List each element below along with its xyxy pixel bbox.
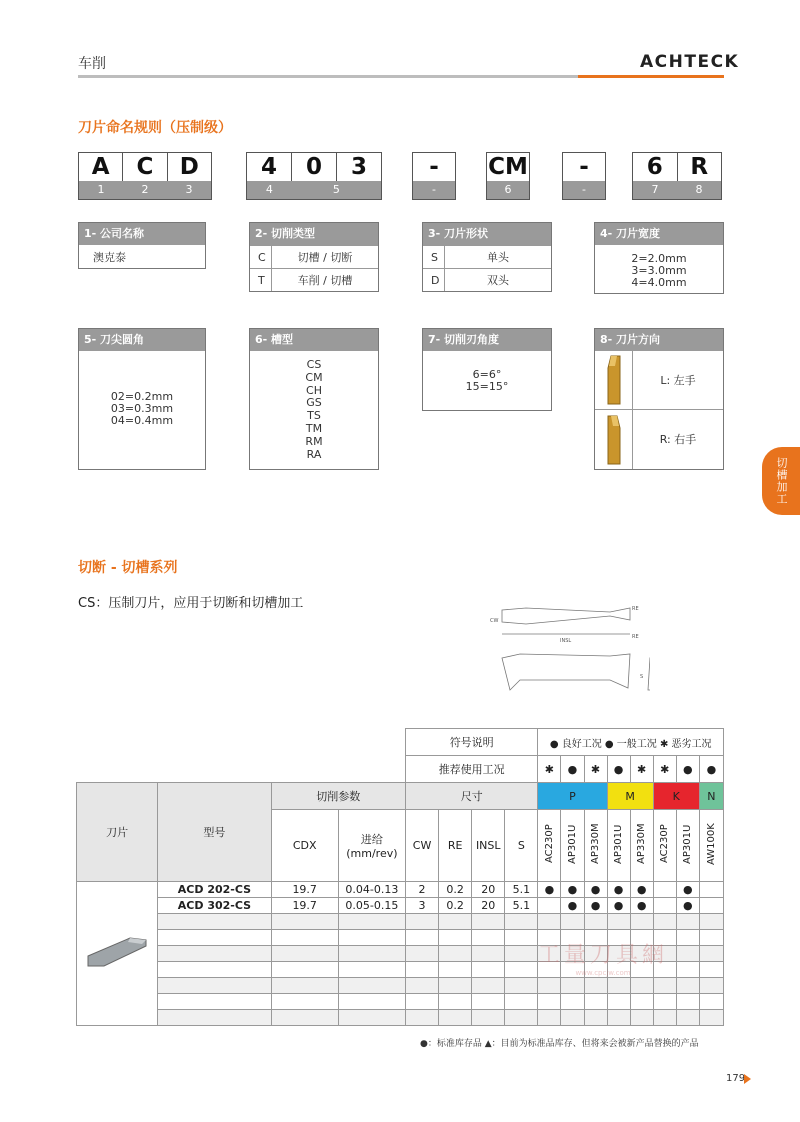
code-index: 8 [695, 183, 703, 196]
code-index: 5 [332, 183, 340, 196]
cdx-value: 19.7 [271, 882, 338, 898]
s-value: 5.1 [505, 882, 538, 898]
grade-label: AW100K [705, 823, 717, 865]
code-char: 0 [292, 153, 337, 181]
box-edge-angle [422, 328, 552, 411]
feed-value: 0.05-0.15 [338, 898, 405, 914]
code-char: - [579, 154, 589, 180]
row-value: 单头 [487, 251, 509, 264]
series-description: CS：压制刀片，应用于切断和切槽加工 [78, 596, 304, 611]
dim-re-top: RE [632, 606, 639, 612]
group-n: N [699, 783, 723, 810]
box-line: 2=2.0mm [631, 252, 687, 265]
row-value: 切槽 / 切断 [297, 251, 353, 264]
box-cut-type [249, 222, 379, 292]
code-group-5 [562, 152, 606, 200]
grade-mark: ● [676, 882, 699, 898]
code-index: 6 [504, 183, 512, 196]
symbol-label: 符号说明 [406, 729, 538, 756]
box-line: 02=0.2mm [110, 390, 174, 403]
right-hand-insert-icon [595, 410, 633, 469]
box-title: 7- 切削刃角度 [423, 329, 551, 351]
header-divider-accent [578, 75, 724, 78]
box-line: 04=0.4mm [110, 414, 174, 427]
dim-re-bottom: RE [632, 634, 639, 640]
col-re: RE [439, 810, 472, 882]
empty-row [77, 914, 724, 930]
grade-mark: ● [561, 898, 584, 914]
box-line: CH [306, 383, 322, 397]
box-title: 3- 刀片形状 [423, 223, 551, 245]
code-group-2 [246, 152, 382, 200]
grade-mark [538, 898, 561, 914]
s-value: 5.1 [505, 898, 538, 914]
grade-mark [699, 882, 723, 898]
cw-value: 2 [406, 882, 439, 898]
code-index: - [582, 183, 586, 196]
empty-row [77, 978, 724, 994]
box-value: 澳克泰 [93, 251, 126, 264]
code-group-1 [78, 152, 212, 200]
code-group-4 [486, 152, 530, 200]
dim-insl: INSL [560, 638, 572, 644]
row-key: S [423, 246, 445, 268]
box-line: TS [307, 409, 321, 423]
model-name: ACD 202-CS [158, 882, 271, 898]
brand-logo: ACHTECK [640, 52, 740, 72]
col-cutting-params: 切削参数 [271, 783, 405, 810]
group-p: P [538, 783, 607, 810]
grade-mark: ● [607, 898, 630, 914]
code-group-3 [412, 152, 456, 200]
col-feed-unit: (mm/rev) [346, 847, 398, 860]
empty-row [77, 1010, 724, 1026]
col-model: 型号 [158, 783, 271, 882]
grade-mark: ● [584, 898, 607, 914]
box-direction [594, 328, 724, 470]
row-value: 车削 / 切槽 [297, 274, 353, 287]
section-title: 车削 [78, 56, 106, 72]
box-line: RM [305, 434, 323, 448]
grade-mark: ● [630, 898, 653, 914]
dim-s: S [640, 674, 644, 680]
box-line: 3=3.0mm [631, 264, 687, 277]
code-index: 7 [651, 183, 659, 196]
condition-icon: ✱ [630, 756, 653, 783]
grade-label: AP301U [566, 824, 578, 864]
code-char: R [690, 154, 709, 180]
code-char: A [79, 153, 123, 181]
code-index: 1 [97, 183, 105, 196]
grade-mark [653, 898, 676, 914]
box-title: 1- 公司名称 [79, 223, 205, 245]
box-title: 5- 刀尖圆角 [79, 329, 205, 351]
code-index: 4 [265, 183, 273, 196]
code-index: - [432, 183, 436, 196]
condition-icon: ● [699, 756, 723, 783]
naming-title: 刀片命名规则（压制级） [78, 120, 232, 136]
col-insl: INSL [472, 810, 505, 882]
condition-icon: ✱ [538, 756, 561, 783]
box-company [78, 222, 206, 269]
group-k: K [653, 783, 699, 810]
box-line: 15=15° [465, 380, 509, 393]
grade-label: AP301U [682, 824, 694, 864]
code-char: D [179, 154, 199, 180]
code-index: 2 [141, 183, 149, 196]
grooving-side-tab[interactable]: 切槽加工 [762, 447, 800, 515]
cw-value: 3 [406, 898, 439, 914]
grade-mark: ● [676, 898, 699, 914]
page-number: 179 [726, 1073, 746, 1084]
col-feed-label: 进给 [360, 833, 383, 846]
box-line: 03=0.3mm [110, 402, 174, 415]
grade-mark: ● [538, 882, 561, 898]
row-key: C [250, 246, 272, 268]
feed-value: 0.04-0.13 [338, 882, 405, 898]
col-insert: 刀片 [77, 783, 158, 882]
grade-mark [653, 882, 676, 898]
series-title: 切断 - 切槽系列 [78, 560, 178, 576]
box-line: GS [306, 396, 322, 410]
condition-icon: ✱ [584, 756, 607, 783]
box-shape [422, 222, 552, 292]
code-char: - [429, 154, 439, 180]
box-line: 4=4.0mm [631, 276, 687, 289]
row-key: D [423, 269, 445, 291]
col-s: S [505, 810, 538, 882]
insl-value: 20 [472, 882, 505, 898]
code-char: 3 [350, 154, 367, 180]
insert-photo-icon [84, 932, 150, 972]
insl-value: 20 [472, 898, 505, 914]
grade-mark: ● [630, 882, 653, 898]
box-title: 4- 刀片宽度 [595, 223, 723, 245]
footnote-legend: ●：标准库存品 ▲：目前为标准品库存、但将来会被新产品替换的产品 [420, 1039, 699, 1049]
watermark-text: 工量刀具網 [538, 943, 669, 968]
cdx-value: 19.7 [271, 898, 338, 914]
symbol-legend: ● 良好工况 ● 一般工况 ✱ 恶劣工况 [538, 729, 724, 756]
table-row [77, 882, 724, 898]
box-line: TM [305, 421, 323, 435]
watermark [538, 938, 668, 977]
empty-row [77, 994, 724, 1010]
condition-icon: ● [561, 756, 584, 783]
insert-image [77, 882, 158, 1026]
col-dimensions: 尺寸 [406, 783, 538, 810]
grade-label: AC230P [659, 824, 671, 864]
left-hand-label: L: 左手 [660, 374, 696, 387]
col-cdx: CDX [271, 810, 338, 882]
box-line: CS [306, 358, 322, 371]
code-char: C [123, 153, 167, 181]
box-corner-radius [78, 328, 206, 470]
box-title: 6- 槽型 [250, 329, 378, 351]
code-char: 4 [247, 153, 292, 181]
condition-icon: ✱ [653, 756, 676, 783]
grade-label: AP330M [636, 823, 648, 865]
grade-mark [699, 898, 723, 914]
table-row [77, 898, 724, 914]
box-width [594, 222, 724, 294]
box-title: 2- 切削类型 [250, 223, 378, 245]
grade-mark: ● [584, 882, 607, 898]
group-m: M [607, 783, 653, 810]
code-char: 6 [633, 153, 678, 181]
grade-mark: ● [607, 882, 630, 898]
row-value: 双头 [487, 274, 509, 287]
product-table [76, 728, 724, 1026]
condition-icon: ● [607, 756, 630, 783]
grade-label: AC230P [543, 824, 555, 864]
re-value: 0.2 [439, 882, 472, 898]
col-cw: CW [406, 810, 439, 882]
next-page-arrow-icon[interactable] [744, 1074, 751, 1084]
box-title: 8- 刀片方向 [595, 329, 723, 351]
box-chipbreaker [249, 328, 379, 470]
grade-mark: ● [561, 882, 584, 898]
header-divider [78, 75, 578, 78]
dim-cw: CW [490, 618, 499, 624]
right-hand-label: R: 右手 [659, 433, 697, 446]
col-feed [338, 810, 405, 882]
grade-label: AP301U [613, 824, 625, 864]
condition-icon: ● [676, 756, 699, 783]
box-line: RA [306, 447, 322, 461]
re-value: 0.2 [439, 898, 472, 914]
recommend-label: 推荐使用工况 [406, 756, 538, 783]
left-hand-insert-icon [595, 351, 633, 409]
code-char: CM [488, 154, 528, 180]
insert-drawing [480, 598, 650, 703]
row-key: T [250, 269, 272, 291]
box-line: CM [305, 370, 323, 384]
watermark-url: www.cpcjw.com [575, 969, 631, 977]
grade-label: AP330M [590, 823, 602, 865]
model-name: ACD 302-CS [158, 898, 271, 914]
box-line: 6=6° [472, 368, 502, 381]
code-index: 3 [185, 183, 193, 196]
code-group-6 [632, 152, 722, 200]
